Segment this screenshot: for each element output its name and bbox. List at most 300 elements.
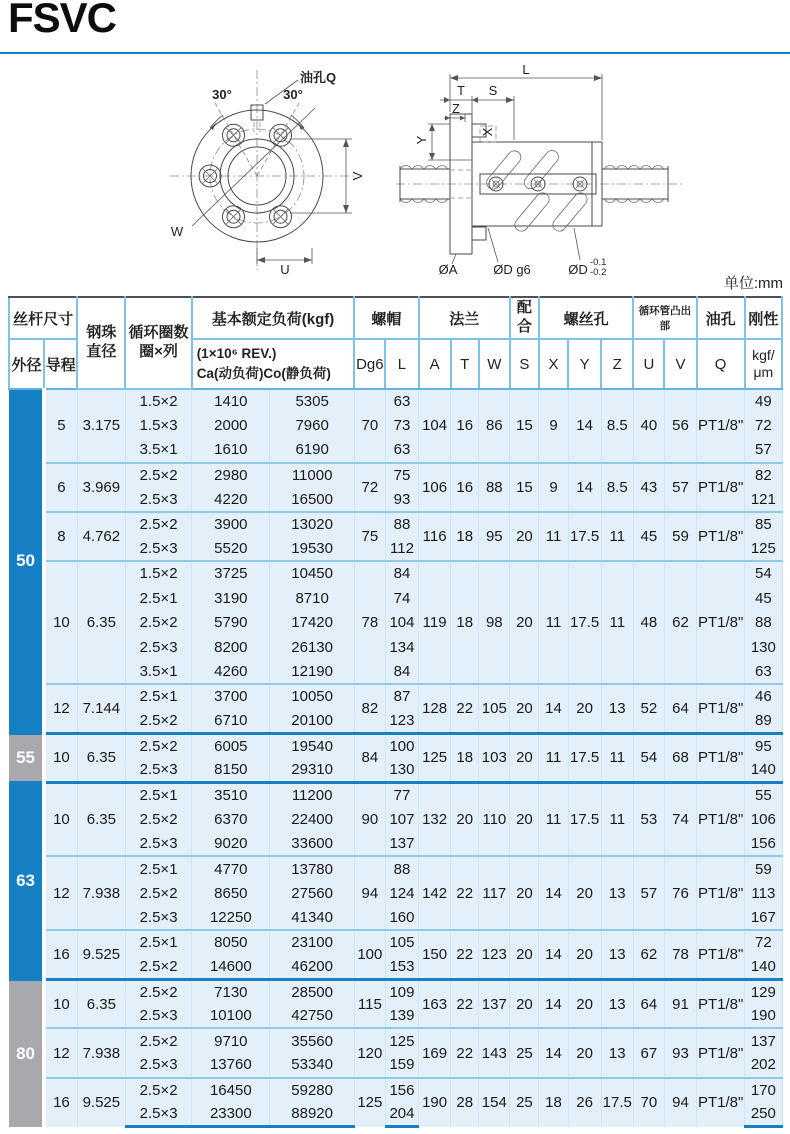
cell-screw-z: 11 bbox=[601, 783, 633, 857]
cell-oil-q: PT1/8" bbox=[697, 561, 745, 684]
cell-static-load: 17420 bbox=[270, 610, 354, 635]
cell-oil-q: PT1/8" bbox=[697, 684, 745, 733]
cell-rigidity: 57 bbox=[745, 438, 782, 463]
cell-nut-length: 134 bbox=[385, 635, 418, 660]
cell-rigidity: 88 bbox=[745, 610, 782, 635]
cell-rigidity: 89 bbox=[745, 709, 782, 734]
cell-dg6: 115 bbox=[354, 979, 385, 1028]
cell-dynamic-load: 3510 bbox=[192, 783, 270, 808]
header-screw-holes: 螺丝孔 bbox=[539, 297, 633, 339]
cell-rigidity: 113 bbox=[745, 881, 782, 906]
cell-nut-length: 156 bbox=[385, 1078, 418, 1103]
cell-tube-u: 43 bbox=[633, 463, 664, 512]
dia-a-callout bbox=[439, 254, 458, 277]
cell-screw-x: 9 bbox=[539, 389, 568, 463]
title-divider bbox=[0, 52, 790, 54]
header-rigidity: 刚性 bbox=[745, 297, 782, 339]
cell-dynamic-load: 12250 bbox=[192, 905, 270, 930]
cell-screw-y: 17.5 bbox=[568, 561, 601, 684]
header-col-dg6: Dg6 bbox=[354, 339, 385, 389]
cell-rigidity: 137 bbox=[745, 1028, 782, 1053]
cell-static-load: 10050 bbox=[270, 684, 354, 709]
cell-circulation: 3.5×1 bbox=[125, 438, 191, 463]
cell-dynamic-load: 4770 bbox=[192, 856, 270, 881]
dia-d-label: ØD bbox=[568, 262, 588, 277]
cell-tube-u: 62 bbox=[633, 930, 664, 979]
front-view-drawing bbox=[122, 64, 392, 276]
s-dim-label: S bbox=[488, 83, 498, 98]
cell-oil-q: PT1/8" bbox=[697, 783, 745, 857]
angle-left-label: 30° bbox=[212, 87, 232, 102]
cell-dynamic-load: 2000 bbox=[192, 414, 270, 439]
cell-fit-s: 20 bbox=[510, 561, 539, 684]
header-col-a: A bbox=[419, 339, 451, 389]
cell-lead: 10 bbox=[44, 783, 77, 857]
header-col-w: W bbox=[479, 339, 510, 389]
cell-oil-q: PT1/8" bbox=[697, 463, 745, 512]
cell-static-load: 88920 bbox=[270, 1102, 354, 1127]
cell-screw-z: 17.5 bbox=[601, 1078, 633, 1127]
cell-rigidity: 49 bbox=[745, 389, 782, 414]
header-lead: 导程 bbox=[44, 339, 77, 389]
cell-flange-a: 128 bbox=[419, 684, 451, 733]
w-dimension bbox=[171, 108, 315, 239]
cell-static-load: 13020 bbox=[270, 512, 354, 537]
cell-rigidity: 156 bbox=[745, 832, 782, 857]
cell-circulation: 2.5×1 bbox=[125, 783, 191, 808]
cell-fit-s: 20 bbox=[510, 979, 539, 1028]
cell-rigidity: 45 bbox=[745, 586, 782, 611]
cell-tube-v: 62 bbox=[664, 561, 696, 684]
cell-dynamic-load: 6370 bbox=[192, 807, 270, 832]
cell-nut-length: 105 bbox=[385, 930, 418, 955]
cell-circulation: 2.5×3 bbox=[125, 832, 191, 857]
cell-circulation: 2.5×1 bbox=[125, 930, 191, 955]
cell-lead: 8 bbox=[44, 512, 77, 561]
cell-static-load: 10450 bbox=[270, 561, 354, 586]
cell-circulation: 2.5×3 bbox=[125, 1004, 191, 1029]
cell-rigidity: 170 bbox=[745, 1078, 782, 1103]
cell-rigidity: 106 bbox=[745, 807, 782, 832]
cell-flange-w: 143 bbox=[479, 1028, 510, 1077]
cell-tube-v: 68 bbox=[664, 733, 696, 782]
table-row bbox=[9, 733, 782, 758]
tol-upper-label: -0.1 bbox=[590, 257, 607, 268]
cell-flange-a: 104 bbox=[419, 389, 451, 463]
cell-screw-z: 11 bbox=[601, 512, 633, 561]
cell-rigidity: 130 bbox=[745, 635, 782, 660]
header-col-t: T bbox=[451, 339, 479, 389]
cell-rigidity: 59 bbox=[745, 856, 782, 881]
cell-lead: 6 bbox=[44, 463, 77, 512]
cell-fit-s: 20 bbox=[510, 856, 539, 930]
header-col-l: L bbox=[385, 339, 418, 389]
cell-ball-diameter: 9.525 bbox=[77, 1078, 125, 1127]
cell-screw-y: 17.5 bbox=[568, 512, 601, 561]
cell-tube-v: 59 bbox=[664, 512, 696, 561]
cell-flange-t: 22 bbox=[451, 856, 479, 930]
header-tube-protrusion: 循环管凸出部 bbox=[633, 297, 696, 339]
cell-circulation: 2.5×1 bbox=[125, 586, 191, 611]
cell-tube-u: 52 bbox=[633, 684, 664, 733]
cell-screw-z: 8.5 bbox=[601, 389, 633, 463]
cell-dg6: 82 bbox=[354, 684, 385, 733]
cell-rigidity: 250 bbox=[745, 1102, 782, 1127]
cell-circulation: 2.5×3 bbox=[125, 905, 191, 930]
t-dim-label: T bbox=[457, 83, 465, 98]
cell-screw-y: 20 bbox=[568, 930, 601, 979]
cell-size: 55 bbox=[9, 733, 44, 782]
dia-d-tol-callout bbox=[568, 228, 606, 278]
cell-tube-u: 67 bbox=[633, 1028, 664, 1077]
cell-static-load: 53340 bbox=[270, 1053, 354, 1078]
cell-static-load: 11200 bbox=[270, 783, 354, 808]
dia-d-g6-callout bbox=[488, 228, 531, 277]
cell-rigidity: 55 bbox=[745, 783, 782, 808]
page-title: FSVC bbox=[8, 0, 117, 41]
oil-hole-label: 油孔Q bbox=[300, 70, 337, 85]
header-fit: 配 合 bbox=[510, 297, 539, 339]
cell-circulation: 2.5×2 bbox=[125, 463, 191, 488]
table-row bbox=[9, 463, 782, 488]
cell-screw-z: 13 bbox=[601, 684, 633, 733]
cell-dynamic-load: 7130 bbox=[192, 979, 270, 1004]
cell-ball-diameter: 6.35 bbox=[77, 783, 125, 857]
cell-dynamic-load: 2980 bbox=[192, 463, 270, 488]
cell-flange-t: 20 bbox=[451, 783, 479, 857]
cell-size: 50 bbox=[9, 389, 44, 733]
cell-dynamic-load: 10100 bbox=[192, 1004, 270, 1029]
cell-dynamic-load: 16450 bbox=[192, 1078, 270, 1103]
cell-static-load: 19530 bbox=[270, 537, 354, 562]
cell-screw-z: 8.5 bbox=[601, 463, 633, 512]
cell-oil-q: PT1/8" bbox=[697, 856, 745, 930]
cell-nut-length: 88 bbox=[385, 512, 418, 537]
cell-tube-v: 74 bbox=[664, 783, 696, 857]
cell-oil-q: PT1/8" bbox=[697, 733, 745, 782]
side-view-drawing bbox=[392, 62, 692, 278]
cell-flange-w: 105 bbox=[479, 684, 510, 733]
cell-oil-q: PT1/8" bbox=[697, 979, 745, 1028]
cell-fit-s: 25 bbox=[510, 1028, 539, 1077]
cell-static-load: 5305 bbox=[270, 389, 354, 414]
cell-circulation: 2.5×3 bbox=[125, 1053, 191, 1078]
cell-lead: 16 bbox=[44, 1078, 77, 1127]
cell-dynamic-load: 3190 bbox=[192, 586, 270, 611]
header-col-u: U bbox=[633, 339, 664, 389]
x-dimension bbox=[480, 126, 496, 142]
cell-dynamic-load: 8150 bbox=[192, 758, 270, 783]
cell-static-load: 27560 bbox=[270, 881, 354, 906]
cell-dg6: 75 bbox=[354, 512, 385, 561]
cell-flange-w: 86 bbox=[479, 389, 510, 463]
cell-dg6: 72 bbox=[354, 463, 385, 512]
cell-tube-u: 45 bbox=[633, 512, 664, 561]
spec-table-header bbox=[9, 297, 782, 389]
x-dim-label: X bbox=[480, 127, 495, 137]
cell-lead: 5 bbox=[44, 389, 77, 463]
cell-circulation: 1.5×2 bbox=[125, 389, 191, 414]
cell-lead: 12 bbox=[44, 1028, 77, 1077]
cell-dynamic-load: 1410 bbox=[192, 389, 270, 414]
cell-static-load: 33600 bbox=[270, 832, 354, 857]
cell-circulation: 2.5×2 bbox=[125, 733, 191, 758]
z-dim-label: Z bbox=[452, 101, 460, 116]
table-row bbox=[9, 1078, 782, 1103]
cell-dynamic-load: 3700 bbox=[192, 684, 270, 709]
cell-static-load: 7960 bbox=[270, 414, 354, 439]
spec-table-body bbox=[9, 389, 782, 1127]
cell-screw-x: 14 bbox=[539, 930, 568, 979]
header-col-v: V bbox=[664, 339, 696, 389]
cell-dg6: 120 bbox=[354, 1028, 385, 1077]
cell-fit-s: 20 bbox=[510, 684, 539, 733]
cell-tube-v: 91 bbox=[664, 979, 696, 1028]
cell-flange-t: 28 bbox=[451, 1078, 479, 1127]
header-rated-load: 基本额定负荷(kgf) bbox=[192, 297, 355, 339]
cell-nut-length: 87 bbox=[385, 684, 418, 709]
l-dim-label: L bbox=[522, 62, 530, 77]
cell-static-load: 16500 bbox=[270, 487, 354, 512]
l-dimension bbox=[450, 62, 602, 140]
u-dim-label: U bbox=[280, 262, 290, 276]
cell-nut-length: 153 bbox=[385, 955, 418, 980]
dia-d-g6-label: ØD g6 bbox=[493, 262, 531, 277]
cell-dynamic-load: 3725 bbox=[192, 561, 270, 586]
tol-lower-label: -0.2 bbox=[590, 267, 607, 278]
cell-screw-y: 26 bbox=[568, 1078, 601, 1127]
cell-rigidity: 140 bbox=[745, 955, 782, 980]
cell-circulation: 2.5×3 bbox=[125, 758, 191, 783]
cell-circulation: 2.5×2 bbox=[125, 979, 191, 1004]
cell-nut-length: 84 bbox=[385, 561, 418, 586]
cell-rigidity: 72 bbox=[745, 930, 782, 955]
cell-rigidity: 121 bbox=[745, 487, 782, 512]
cell-screw-x: 11 bbox=[539, 783, 568, 857]
cell-static-load: 35560 bbox=[270, 1028, 354, 1053]
cell-rigidity: 129 bbox=[745, 979, 782, 1004]
cell-circulation: 2.5×2 bbox=[125, 807, 191, 832]
cell-flange-a: 150 bbox=[419, 930, 451, 979]
cell-flange-t: 16 bbox=[451, 463, 479, 512]
cell-rigidity: 202 bbox=[745, 1053, 782, 1078]
cell-dg6: 70 bbox=[354, 389, 385, 463]
cell-fit-s: 20 bbox=[510, 930, 539, 979]
cell-circulation: 1.5×3 bbox=[125, 414, 191, 439]
cell-ball-diameter: 4.762 bbox=[77, 512, 125, 561]
cell-screw-y: 17.5 bbox=[568, 783, 601, 857]
cell-screw-z: 11 bbox=[601, 561, 633, 684]
cell-nut-length: 75 bbox=[385, 463, 418, 488]
u-dimension bbox=[257, 248, 312, 276]
cell-circulation: 2.5×3 bbox=[125, 1102, 191, 1127]
cell-circulation: 2.5×3 bbox=[125, 635, 191, 660]
cell-nut-length: 204 bbox=[385, 1102, 418, 1127]
cell-screw-y: 20 bbox=[568, 1028, 601, 1077]
cell-tube-u: 64 bbox=[633, 979, 664, 1028]
cell-lead: 10 bbox=[44, 561, 77, 684]
cell-screw-x: 11 bbox=[539, 561, 568, 684]
cell-lead: 12 bbox=[44, 684, 77, 733]
cell-ball-diameter: 6.35 bbox=[77, 561, 125, 684]
cell-circulation: 2.5×1 bbox=[125, 856, 191, 881]
header-circulation: 循环圈数 圈×列 bbox=[125, 297, 191, 389]
cell-fit-s: 20 bbox=[510, 733, 539, 782]
v-dim-label: V bbox=[350, 171, 365, 181]
cell-static-load: 29310 bbox=[270, 758, 354, 783]
cell-flange-a: 163 bbox=[419, 979, 451, 1028]
cell-dynamic-load: 8050 bbox=[192, 930, 270, 955]
cell-tube-u: 70 bbox=[633, 1078, 664, 1127]
unit-note: 单位:mm bbox=[723, 275, 783, 292]
cell-nut-length: 107 bbox=[385, 807, 418, 832]
cell-nut-length: 137 bbox=[385, 832, 418, 857]
cell-flange-w: 110 bbox=[479, 783, 510, 857]
cell-flange-a: 125 bbox=[419, 733, 451, 782]
cell-static-load: 42750 bbox=[270, 1004, 354, 1029]
cell-screw-x: 14 bbox=[539, 979, 568, 1028]
cell-flange-w: 123 bbox=[479, 930, 510, 979]
cell-screw-y: 17.5 bbox=[568, 733, 601, 782]
cell-tube-v: 93 bbox=[664, 1028, 696, 1077]
header-col-q: Q bbox=[697, 339, 745, 389]
cell-tube-v: 76 bbox=[664, 856, 696, 930]
cell-circulation: 2.5×2 bbox=[125, 709, 191, 734]
cell-dynamic-load: 5520 bbox=[192, 537, 270, 562]
header-outer-dia: 外径 bbox=[9, 339, 44, 389]
cell-fit-s: 20 bbox=[510, 512, 539, 561]
cell-static-load: 20100 bbox=[270, 709, 354, 734]
cell-nut-length: 73 bbox=[385, 414, 418, 439]
cell-tube-v: 78 bbox=[664, 930, 696, 979]
cell-lead: 16 bbox=[44, 930, 77, 979]
header-oil-hole: 油孔 bbox=[697, 297, 745, 339]
cell-nut-length: 109 bbox=[385, 979, 418, 1004]
cell-screw-x: 18 bbox=[539, 1078, 568, 1127]
cell-ball-diameter: 7.144 bbox=[77, 684, 125, 733]
cell-tube-u: 40 bbox=[633, 389, 664, 463]
cell-screw-y: 20 bbox=[568, 979, 601, 1028]
cell-nut-length: 100 bbox=[385, 733, 418, 758]
cell-static-load: 11000 bbox=[270, 463, 354, 488]
cell-lead: 10 bbox=[44, 979, 77, 1028]
cell-oil-q: PT1/8" bbox=[697, 512, 745, 561]
cell-ball-diameter: 6.35 bbox=[77, 979, 125, 1028]
cell-dynamic-load: 23300 bbox=[192, 1102, 270, 1127]
cell-ball-diameter: 7.938 bbox=[77, 1028, 125, 1077]
cell-flange-a: 190 bbox=[419, 1078, 451, 1127]
cell-flange-t: 22 bbox=[451, 1028, 479, 1077]
table-row bbox=[9, 684, 782, 709]
cell-rigidity: 167 bbox=[745, 905, 782, 930]
cell-flange-w: 154 bbox=[479, 1078, 510, 1127]
cell-ball-diameter: 9.525 bbox=[77, 930, 125, 979]
cell-static-load: 59280 bbox=[270, 1078, 354, 1103]
header-ball-diameter: 钢珠 直径 bbox=[77, 297, 125, 389]
cell-rigidity: 63 bbox=[745, 660, 782, 685]
table-row bbox=[9, 1028, 782, 1053]
cell-oil-q: PT1/8" bbox=[697, 930, 745, 979]
cell-lead: 10 bbox=[44, 733, 77, 782]
cell-circulation: 2.5×2 bbox=[125, 512, 191, 537]
cell-tube-u: 57 bbox=[633, 856, 664, 930]
cell-screw-x: 11 bbox=[539, 733, 568, 782]
cell-size: 63 bbox=[9, 783, 44, 980]
table-row bbox=[9, 783, 782, 808]
spec-table bbox=[8, 296, 783, 1128]
cell-tube-u: 54 bbox=[633, 733, 664, 782]
cell-size: 80 bbox=[9, 979, 44, 1127]
cell-flange-a: 142 bbox=[419, 856, 451, 930]
cell-dg6: 100 bbox=[354, 930, 385, 979]
cell-static-load: 6190 bbox=[270, 438, 354, 463]
cell-flange-w: 95 bbox=[479, 512, 510, 561]
cell-screw-x: 14 bbox=[539, 856, 568, 930]
cell-screw-y: 20 bbox=[568, 856, 601, 930]
cell-flange-a: 132 bbox=[419, 783, 451, 857]
cell-static-load: 22400 bbox=[270, 807, 354, 832]
cell-screw-y: 14 bbox=[568, 463, 601, 512]
cell-nut-length: 159 bbox=[385, 1053, 418, 1078]
cell-flange-a: 119 bbox=[419, 561, 451, 684]
cell-tube-u: 53 bbox=[633, 783, 664, 857]
cell-circulation: 3.5×1 bbox=[125, 660, 191, 685]
cell-static-load: 13780 bbox=[270, 856, 354, 881]
cell-dynamic-load: 3900 bbox=[192, 512, 270, 537]
header-load-subtitle: (1×10⁶ REV.) Ca(动负荷)Co(静负荷) bbox=[192, 339, 355, 389]
cell-oil-q: PT1/8" bbox=[697, 389, 745, 463]
cell-flange-w: 137 bbox=[479, 979, 510, 1028]
cell-fit-s: 15 bbox=[510, 389, 539, 463]
cell-circulation: 2.5×2 bbox=[125, 1078, 191, 1103]
cell-flange-t: 22 bbox=[451, 930, 479, 979]
cell-nut-length: 123 bbox=[385, 709, 418, 734]
header-col-x: X bbox=[539, 339, 568, 389]
cell-static-load: 12190 bbox=[270, 660, 354, 685]
cell-dynamic-load: 13760 bbox=[192, 1053, 270, 1078]
cell-static-load: 23100 bbox=[270, 930, 354, 955]
cell-static-load: 19540 bbox=[270, 733, 354, 758]
cell-nut-length: 63 bbox=[385, 389, 418, 414]
table-row bbox=[9, 856, 782, 881]
cell-dynamic-load: 5790 bbox=[192, 610, 270, 635]
cell-flange-w: 117 bbox=[479, 856, 510, 930]
cell-circulation: 2.5×1 bbox=[125, 684, 191, 709]
cell-flange-t: 18 bbox=[451, 561, 479, 684]
cell-dynamic-load: 1610 bbox=[192, 438, 270, 463]
header-rigidity-unit: kgf/ μm bbox=[745, 339, 782, 389]
cell-nut-length: 124 bbox=[385, 881, 418, 906]
cell-screw-x: 11 bbox=[539, 512, 568, 561]
cell-flange-t: 22 bbox=[451, 684, 479, 733]
cell-ball-diameter: 7.938 bbox=[77, 856, 125, 930]
cell-dynamic-load: 8650 bbox=[192, 881, 270, 906]
table-row bbox=[9, 512, 782, 537]
cell-ball-diameter: 3.175 bbox=[77, 389, 125, 463]
cell-nut-length: 84 bbox=[385, 660, 418, 685]
cell-nut-length: 139 bbox=[385, 1004, 418, 1029]
header-flange: 法兰 bbox=[419, 297, 510, 339]
table-row bbox=[9, 561, 782, 586]
cell-fit-s: 20 bbox=[510, 783, 539, 857]
cell-circulation: 2.5×2 bbox=[125, 610, 191, 635]
cell-nut-length: 77 bbox=[385, 783, 418, 808]
cell-static-load: 28500 bbox=[270, 979, 354, 1004]
cell-ball-diameter: 6.35 bbox=[77, 733, 125, 782]
cell-tube-v: 64 bbox=[664, 684, 696, 733]
cell-nut-length: 112 bbox=[385, 537, 418, 562]
cell-oil-q: PT1/8" bbox=[697, 1078, 745, 1127]
